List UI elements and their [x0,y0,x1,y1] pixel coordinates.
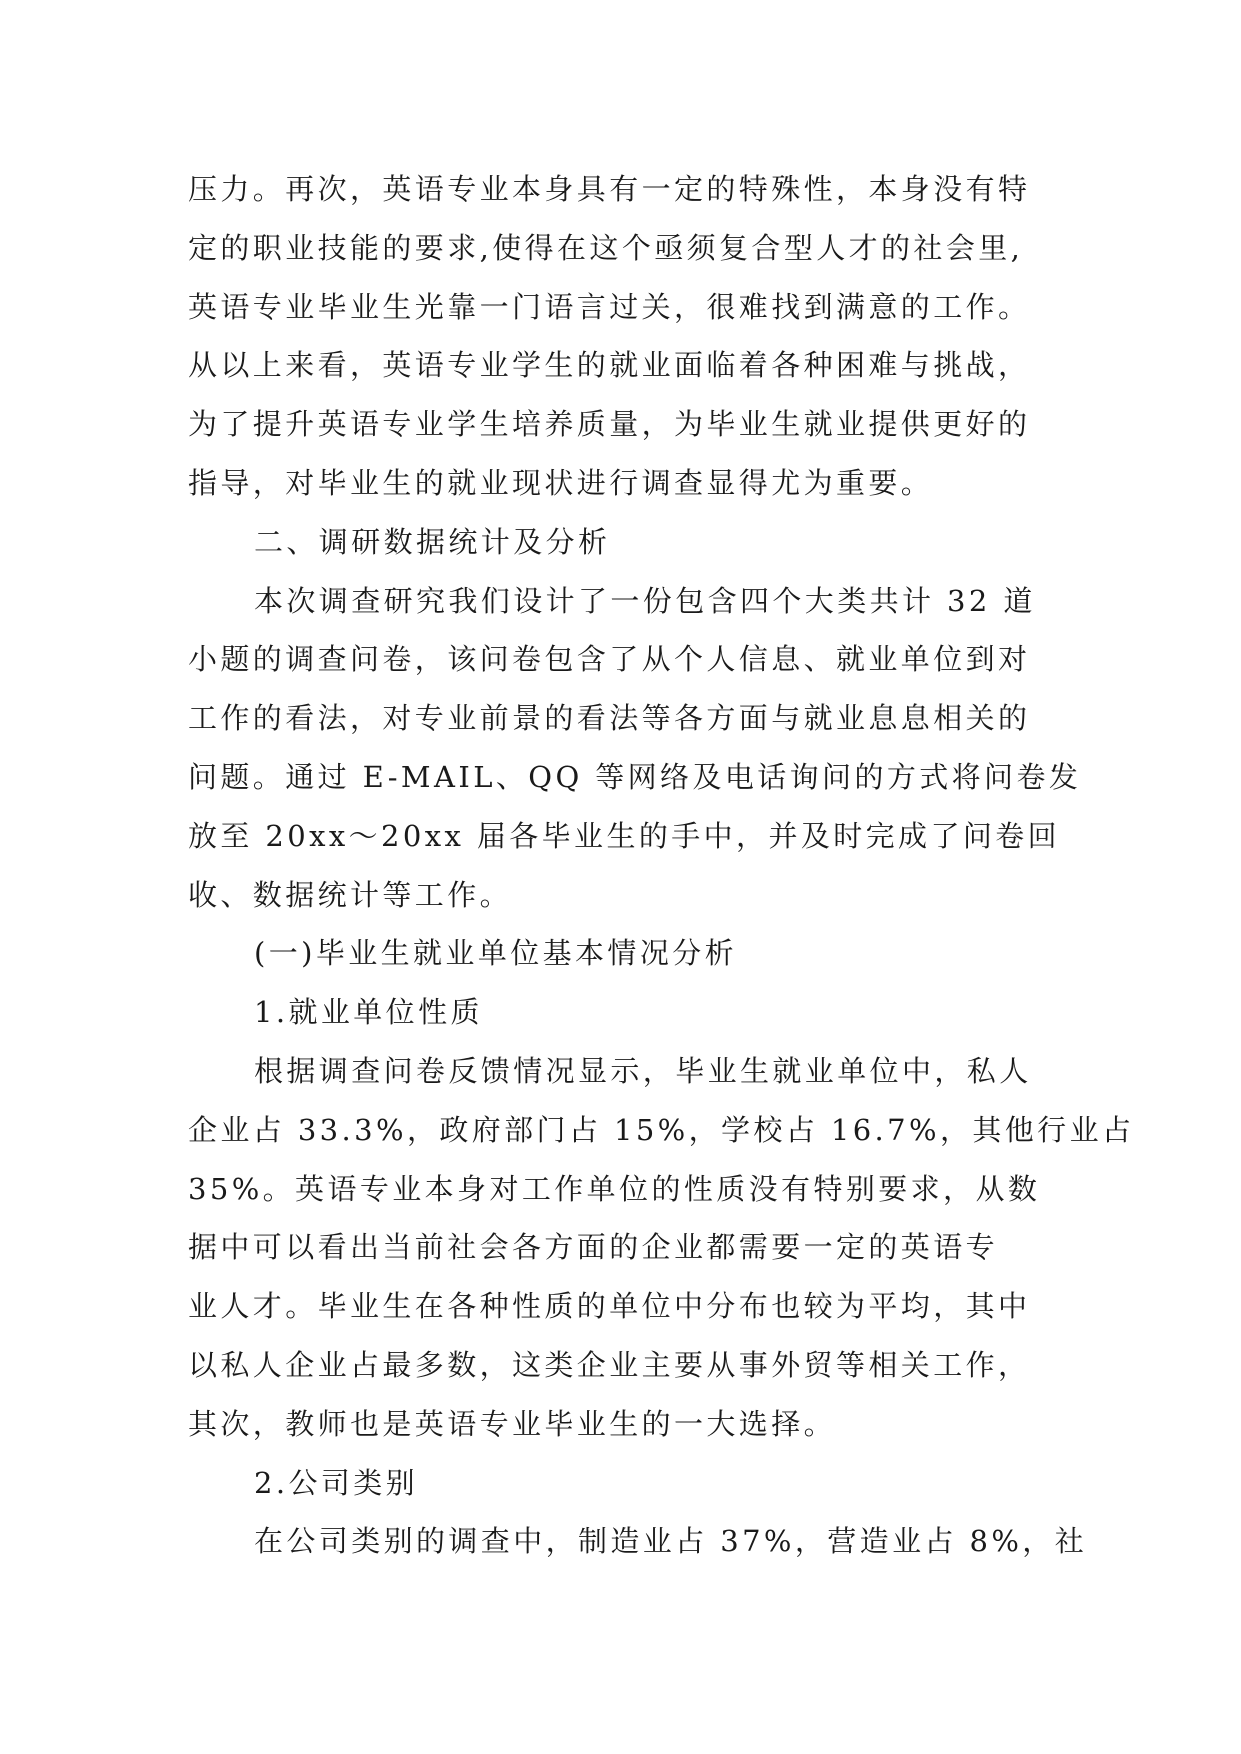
section-heading: 二、调研数据统计及分析 [254,524,611,559]
text-line: 收、数据统计等工作。 [188,877,513,912]
text-line: 业人才。毕业生在各种性质的单位中分布也较为平均，其中 [188,1289,1031,1324]
text-line: 根据调查问卷反馈情况显示，毕业生就业单位中，私人 [254,1053,1032,1088]
body-text [188,160,1135,1571]
text-line: 在公司类别的调查中，制造业占 37%，营造业占 8%，社 [254,1524,1088,1559]
item-heading: 1.就业单位性质 [254,995,483,1030]
text-line: 其次，教师也是英语专业毕业生的一大选择。 [188,1406,837,1441]
text-line: 为了提升英语专业学生培养质量，为毕业生就业提供更好的 [188,407,1031,442]
text-line: 从以上来看，英语专业学生的就业面临着各种困难与挑战， [188,348,1031,383]
item-heading: 2.公司类别 [254,1465,419,1500]
text-line: 35%。英语专业本身对工作单位的性质没有特别要求，从数 [188,1171,1041,1206]
text-line: 小题的调查问卷，该问卷包含了从个人信息、就业单位到对 [188,642,1031,677]
text-line: 定的职业技能的要求,使得在这个亟须复合型人才的社会里, [188,230,1024,265]
text-line: 企业占 33.3%，政府部门占 15%，学校占 16.7%，其他行业占 [188,1112,1135,1147]
text-line: 放至 20xx～20xx 届各毕业生的手中，并及时完成了问卷回 [188,818,1061,853]
text-line: 问题。通过 E-MAIL、QQ 等网络及电话询问的方式将问卷发 [188,759,1082,794]
text-line: 压力。再次，英语专业本身具有一定的特殊性，本身没有特 [188,172,1031,206]
text-line: 工作的看法，对专业前景的看法等各方面与就业息息相关的 [188,701,1031,736]
text-line: 本次调查研究我们设计了一份包含四个大类共计 32 道 [254,583,1036,618]
text-line: 据中可以看出当前社会各方面的企业都需要一定的英语专 [188,1230,999,1265]
subsection-heading: (一)毕业生就业单位基本情况分析 [254,936,738,971]
text-line: 英语专业毕业生光靠一门语言过关，很难找到满意的工作。 [188,289,1031,324]
text-line: 指导，对毕业生的就业现状进行调查显得尤为重要。 [188,465,934,500]
text-line: 以私人企业占最多数，这类企业主要从事外贸等相关工作， [188,1347,1031,1382]
